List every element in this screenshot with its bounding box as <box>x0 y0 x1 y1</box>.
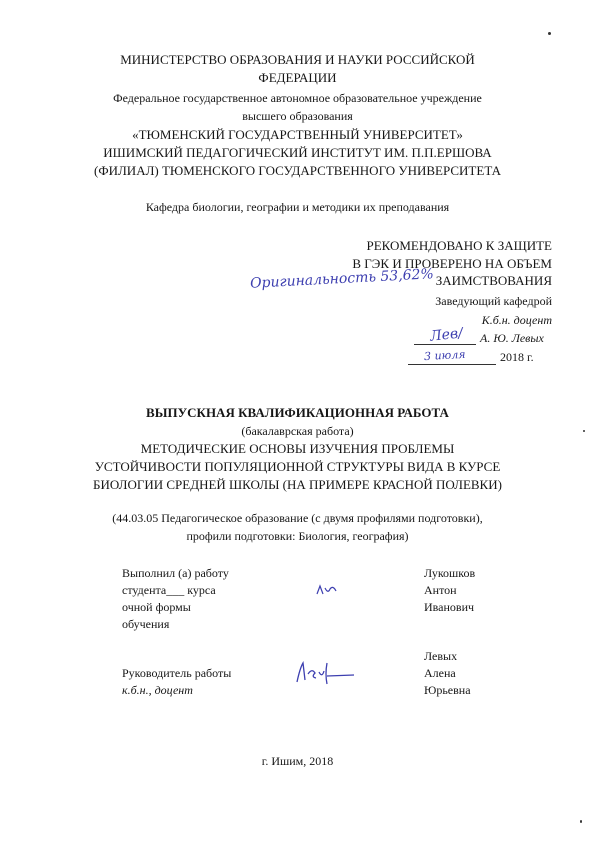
signature-underline <box>414 344 476 345</box>
date-underline <box>408 364 496 365</box>
handwritten-originality-note: Оригинальность 53,62% <box>249 266 435 292</box>
head-signature: Лев/ <box>429 325 464 345</box>
institute-name-line-1: ИШИМСКИЙ ПЕДАГОГИЧЕСКИЙ ИНСТИТУТ ИМ. П.П.ЕРШОВА <box>103 145 492 160</box>
supervisor-surname: Левых <box>424 649 458 663</box>
approval-line-2: В ГЭК И ПРОВЕРЕНО НА ОБЪЕМ <box>352 256 552 271</box>
topic-line-2: УСТОЙЧИВОСТИ ПОПУЛЯЦИОННОЙ СТРУКТУРЫ ВИДА В КУРСЕ <box>94 459 501 474</box>
head-of-department-name: А. Ю. Левых <box>480 331 544 345</box>
student-signature <box>315 582 339 598</box>
place-and-year: г. Ишим, 2018 <box>261 754 334 768</box>
performer-label-4: обучения <box>122 617 170 631</box>
approval-line-5: К.б.н. доцент <box>481 313 552 327</box>
institution-type-line: Федеральное государственное автономное образовательное учреждение <box>113 91 482 105</box>
performer-patronymic: Иванович <box>424 600 475 614</box>
topic-line-1: МЕТОДИЧЕСКИЕ ОСНОВЫ ИЗУЧЕНИЯ ПРОБЛЕМЫ <box>140 441 455 456</box>
specialty-line-2: профили подготовки: Биология, география) <box>186 529 409 543</box>
scan-speck <box>580 820 582 823</box>
approval-year: 2018 г. <box>500 350 534 364</box>
approval-line-3: ЗАИМСТВОВАНИЯ <box>435 273 552 288</box>
supervisor-label-1: Руководитель работы <box>122 666 232 680</box>
topic-line-3: БИОЛОГИИ СРЕДНЕЙ ШКОЛЫ (НА ПРИМЕРЕ КРАСНОЙ ПОЛЕВКИ) <box>93 477 502 492</box>
performer-surname: Лукошков <box>424 566 476 580</box>
department-name: Кафедра биологии, географии и методики их преподавания <box>145 200 450 214</box>
education-level-line: высшего образования <box>242 109 353 123</box>
scan-speck <box>548 32 551 35</box>
approval-line-1: РЕКОМЕНДОВАНО К ЗАЩИТЕ <box>366 238 552 253</box>
handwritten-date: 3 июля <box>423 347 466 364</box>
ministry-line-2: ФЕДЕРАЦИИ <box>258 70 337 85</box>
performer-label-1: Выполнил (а) работу <box>122 566 229 580</box>
university-name: «ТЮМЕНСКИЙ ГОСУДАРСТВЕННЫЙ УНИВЕРСИТЕТ» <box>132 127 463 142</box>
performer-label-2: студента___ курса <box>122 583 216 597</box>
ministry-line-1: МИНИСТЕРСТВО ОБРАЗОВАНИЯ И НАУКИ РОССИЙСКОЙ <box>120 52 475 67</box>
scan-speck <box>583 430 585 432</box>
supervisor-signature <box>294 658 358 688</box>
supervisor-patronymic: Юрьевна <box>424 683 471 697</box>
supervisor-label-2: к.б.н., доцент <box>122 683 193 697</box>
supervisor-first-name: Алена <box>424 666 456 680</box>
performer-label-3: очной формы <box>122 600 191 614</box>
work-type-heading: ВЫПУСКНАЯ КВАЛИФИКАЦИОННАЯ РАБОТА <box>146 405 449 420</box>
institute-name-line-2: (ФИЛИАЛ) ТЮМЕНСКОГО ГОСУДАРСТВЕННОГО УНИВЕРСИТЕТА <box>94 163 501 178</box>
specialty-line-1: (44.03.05 Педагогическое образование (с двумя профилями подготовки), <box>112 511 483 525</box>
approval-line-4: Заведующий кафедрой <box>435 294 552 308</box>
performer-first-name: Антон <box>424 583 457 597</box>
work-level: (бакалаврская работа) <box>241 424 354 438</box>
